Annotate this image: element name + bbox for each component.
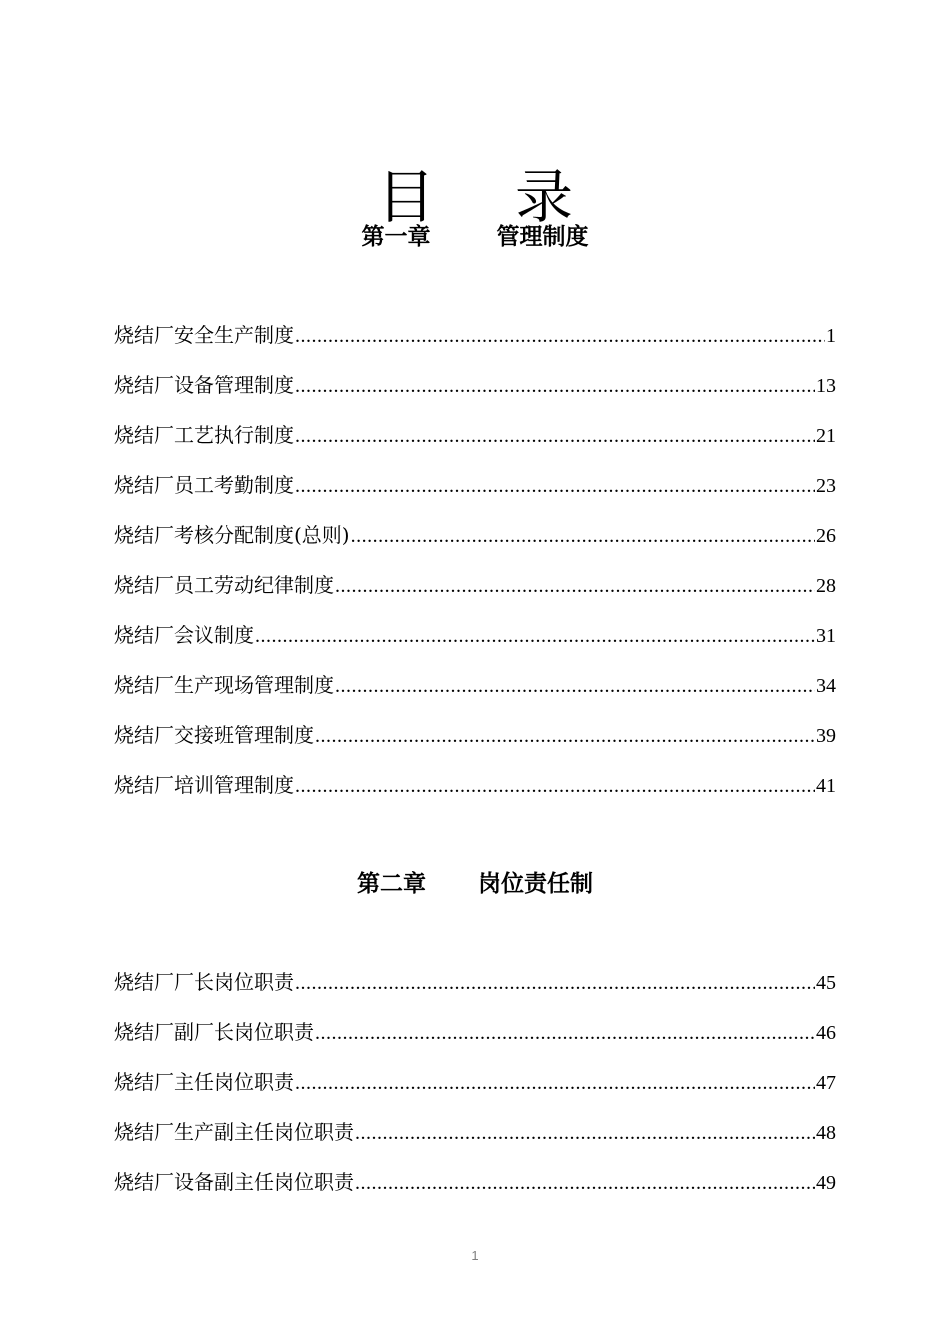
dot-leader [295, 373, 815, 399]
dot-leader [295, 473, 815, 499]
dot-leader [295, 970, 815, 996]
toc-entry-label: 烧结厂员工考勤制度 [114, 473, 294, 497]
toc-list-chapter-2 [114, 969, 836, 1219]
chapter-name: 岗位责任制 [478, 870, 593, 897]
dot-leader [295, 1070, 815, 1096]
toc-entry-page: 21 [816, 425, 836, 447]
toc-entry[interactable] [114, 722, 836, 772]
dot-leader [255, 623, 815, 649]
toc-entry-label: 烧结厂设备管理制度 [114, 373, 294, 397]
toc-entry-page: 48 [816, 1122, 836, 1144]
title-char-1: 目 [376, 162, 435, 231]
toc-entry-page: 49 [816, 1172, 836, 1194]
page-number: 1 [471, 1248, 479, 1263]
dot-leader [295, 773, 815, 799]
toc-entry[interactable] [114, 572, 836, 622]
toc-list-chapter-1 [114, 322, 836, 822]
toc-entry[interactable] [114, 1019, 836, 1069]
toc-entry[interactable] [114, 322, 836, 372]
toc-entry-page: 45 [816, 972, 836, 994]
toc-entry-page: 41 [816, 775, 836, 797]
toc-entry-page: 47 [816, 1072, 836, 1094]
toc-entry-page: 23 [816, 475, 836, 497]
toc-entry[interactable] [114, 969, 836, 1019]
toc-entry-label: 烧结厂工艺执行制度 [114, 423, 294, 447]
toc-entry-label: 烧结厂生产副主任岗位职责 [114, 1120, 354, 1144]
dot-leader [295, 323, 825, 349]
dot-leader [355, 1170, 815, 1196]
toc-entry-page: 1 [826, 325, 836, 347]
toc-entry-label: 烧结厂主任岗位职责 [114, 1070, 294, 1094]
dot-leader [295, 423, 815, 449]
chapter-number: 第一章 [361, 223, 431, 250]
toc-entry-label: 烧结厂副厂长岗位职责 [114, 1020, 314, 1044]
chapter-number: 第二章 [357, 870, 426, 897]
chapter-name: 管理制度 [496, 223, 589, 250]
toc-entry[interactable] [114, 622, 836, 672]
toc-entry[interactable] [114, 1069, 836, 1119]
toc-entry-label: 烧结厂会议制度 [114, 623, 254, 647]
toc-entry[interactable] [114, 1119, 836, 1169]
toc-entry-page: 28 [816, 575, 836, 597]
toc-entry[interactable] [114, 472, 836, 522]
toc-entry[interactable] [114, 522, 836, 572]
toc-entry[interactable] [114, 372, 836, 422]
toc-entry-label: 烧结厂厂长岗位职责 [114, 970, 294, 994]
chapter-heading-2 [0, 869, 950, 899]
toc-entry-label: 烧结厂安全生产制度 [114, 323, 294, 347]
toc-entry-label: 烧结厂设备副主任岗位职责 [114, 1170, 354, 1194]
toc-entry[interactable] [114, 1169, 836, 1219]
dot-leader [351, 523, 815, 549]
toc-entry-page: 26 [816, 525, 836, 547]
dot-leader [315, 723, 815, 749]
toc-entry-page: 31 [816, 625, 836, 647]
toc-entry-label: 烧结厂交接班管理制度 [114, 723, 314, 747]
chapter-heading-1 [0, 222, 950, 252]
toc-entry-page: 46 [816, 1022, 836, 1044]
toc-entry-label: 烧结厂考核分配制度(总则) [114, 523, 350, 547]
toc-entry-page: 34 [816, 675, 836, 697]
toc-entry-label: 烧结厂培训管理制度 [114, 773, 294, 797]
dot-leader [315, 1020, 815, 1046]
toc-entry-label: 烧结厂生产现场管理制度 [114, 673, 334, 697]
toc-entry-page: 13 [816, 375, 836, 397]
toc-entry[interactable] [114, 772, 836, 822]
title-char-2: 录 [515, 162, 574, 231]
dot-leader [335, 673, 815, 699]
dot-leader [335, 573, 815, 599]
toc-entry[interactable] [114, 672, 836, 722]
toc-entry[interactable] [114, 422, 836, 472]
dot-leader [355, 1120, 815, 1146]
toc-entry-page: 39 [816, 725, 836, 747]
toc-entry-label: 烧结厂员工劳动纪律制度 [114, 573, 334, 597]
